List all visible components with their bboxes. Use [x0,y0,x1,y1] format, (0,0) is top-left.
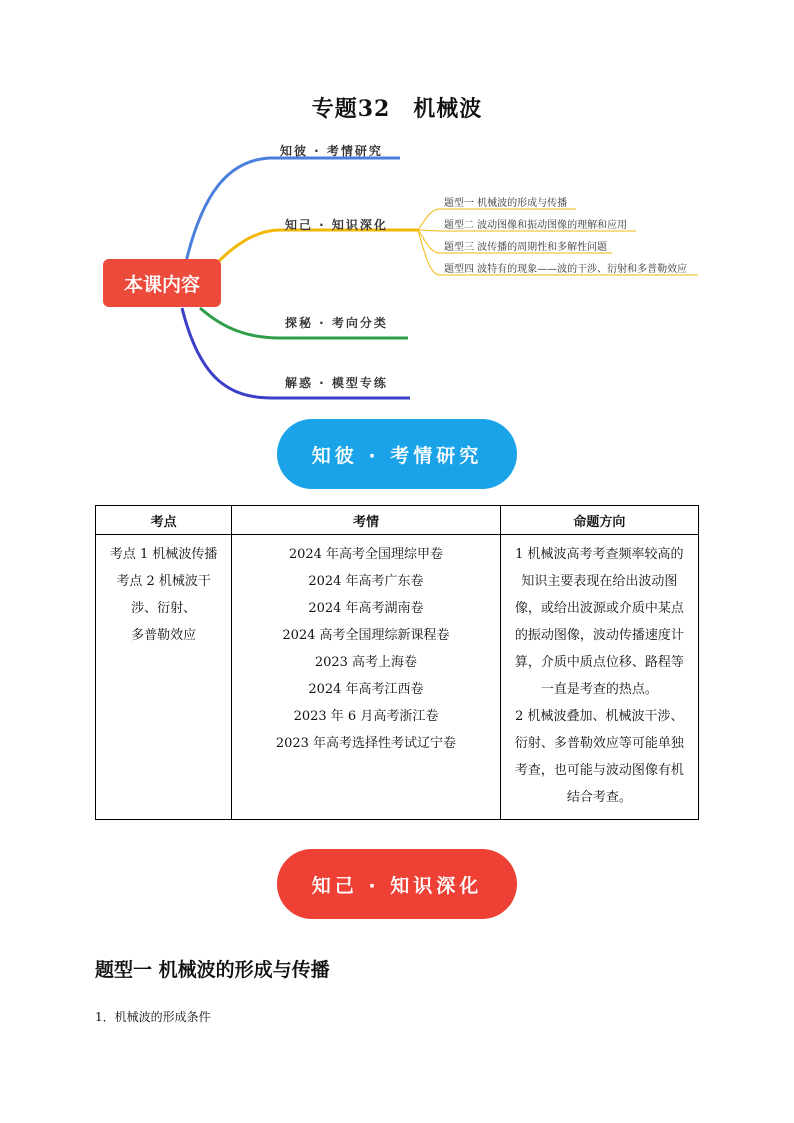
section-heading: 题型一 机械波的形成与传播 [95,959,330,981]
table-cell-question-direction [500,535,698,820]
cell-line: 2024 年高考湖南卷 [308,601,424,616]
cell-line: 2024 年高考全国理综甲卷 [288,547,444,562]
cell-line: 像，或给出波源或介质中某点 [514,601,684,616]
cell-line: 2 机械波叠加、机械波干涉、 [515,709,684,724]
cell-line: 1 机械波高考考查频率较高的 [515,547,684,562]
branch-line-2 [218,230,418,262]
cell-line: 2024 高考全国理综新课程卷 [282,628,450,643]
section-banner-exam-analysis: 知彼 · 考情研究 [277,419,517,489]
cell-line: 考点 2 机械波干 [116,574,211,589]
table-row [96,535,699,820]
subitem-2: 题型二 波动图像和振动图像的理解和应用 [444,220,628,231]
exam-analysis-table [95,505,699,820]
mind-map [0,130,794,410]
cell-line: 2024 年高考江西卷 [308,682,424,697]
table-header-cell: 命题方向 [500,506,698,535]
table-header-row [96,506,699,535]
branch-label-1: 知彼 · 考情研究 [280,144,383,158]
knowledge-point: 1．机械波的形成条件 [95,1010,211,1024]
cell-line: 一直是考查的热点。 [540,682,658,697]
branch-label-2: 知己 · 知识深化 [285,218,388,232]
cell-line: 2023 年高考选择性考试辽宁卷 [275,736,457,751]
branch-label-3: 探秘 · 考向分类 [285,316,388,330]
cell-line: 2024 年高考广东卷 [308,574,424,589]
page-title: 专题32 机械波 [311,96,483,122]
cell-line: 2023 年 6 月高考浙江卷 [293,709,439,724]
cell-line: 的振动图像，波动传播速度计 [514,628,684,643]
subitem-1: 题型一 机械波的形成与传播 [444,198,568,209]
subitem-4: 题型四 波特有的现象——波的干涉、衍射和多普勒效应 [444,264,688,275]
table-cell-exam-sources [232,535,500,820]
cell-line: 考点 1 机械波传播 [109,547,218,562]
cell-line: 涉、衍射、 [131,601,197,616]
subitem-3: 题型三 波传播的周期性和多解性问题 [444,242,608,253]
cell-line: 衍射、多普勒效应等可能单独 [514,736,684,751]
cell-line: 算，介质中质点位移、路程等 [514,655,684,670]
branch-label-4: 解惑 · 模型专练 [285,376,388,390]
mind-map-root: 本课内容 [103,259,221,307]
table-cell-exam-points [96,535,232,820]
cell-line: 2023 高考上海卷 [314,655,418,670]
table-header-cell: 考点 [96,506,232,535]
table-header-cell: 考情 [232,506,500,535]
cell-line: 结合考查。 [566,790,632,805]
section-banner-knowledge: 知己 · 知识深化 [277,849,517,919]
cell-line: 考查，也可能与波动图像有机 [514,763,684,778]
cell-line: 多普勒效应 [131,628,197,643]
cell-line: 知识主要表现在给出波动图 [521,574,678,589]
